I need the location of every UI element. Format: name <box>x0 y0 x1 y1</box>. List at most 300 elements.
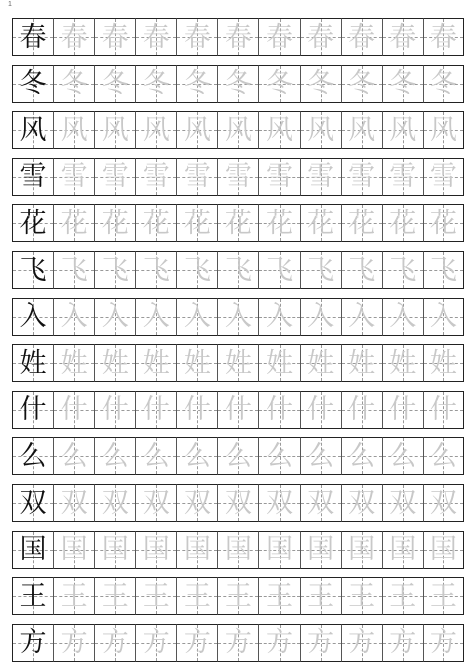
model-character: 入 <box>19 301 47 333</box>
trace-cell <box>300 531 341 569</box>
trace-character: 国 <box>307 534 335 566</box>
trace-cell <box>53 344 94 382</box>
trace-character: 姓 <box>60 347 88 379</box>
trace-cell <box>382 484 423 522</box>
trace-cell <box>423 437 464 475</box>
trace-character: 春 <box>142 21 170 53</box>
trace-character: 风 <box>389 114 417 146</box>
trace-cell <box>300 437 341 475</box>
trace-cell <box>94 18 135 56</box>
trace-cell <box>176 298 217 336</box>
trace-cell <box>176 204 217 242</box>
trace-character: 国 <box>101 534 129 566</box>
trace-cell <box>94 111 135 149</box>
trace-character: 冬 <box>266 68 293 100</box>
trace-cell <box>176 18 217 56</box>
practice-row <box>12 391 464 429</box>
trace-cell <box>217 391 258 429</box>
trace-cell <box>176 624 217 662</box>
trace-cell <box>382 344 423 382</box>
trace-character: 什 <box>429 394 457 426</box>
trace-character: 飞 <box>348 254 376 286</box>
trace-cell <box>217 484 258 522</box>
trace-character: 双 <box>60 487 88 519</box>
trace-cell <box>135 437 176 475</box>
trace-character: 冬 <box>142 68 170 100</box>
trace-character: 双 <box>307 487 335 519</box>
trace-character: 方 <box>266 627 293 659</box>
trace-character: 姓 <box>389 347 417 379</box>
model-cell <box>12 204 53 242</box>
trace-cell <box>300 65 341 103</box>
trace-cell <box>53 251 94 289</box>
trace-character: 雪 <box>224 161 252 193</box>
trace-character: 双 <box>183 487 211 519</box>
trace-cell <box>53 624 94 662</box>
model-character: 么 <box>19 440 47 472</box>
trace-character: 风 <box>429 114 457 146</box>
practice-row <box>12 484 464 522</box>
trace-character: 么 <box>60 440 88 472</box>
trace-cell <box>341 437 382 475</box>
trace-character: 风 <box>307 114 335 146</box>
trace-character: 入 <box>60 301 88 333</box>
trace-cell <box>217 251 258 289</box>
model-cell <box>12 18 53 56</box>
page-number: 1 <box>8 1 12 8</box>
trace-cell <box>300 158 341 196</box>
trace-cell <box>176 344 217 382</box>
trace-cell <box>135 624 176 662</box>
model-character: 冬 <box>19 68 47 100</box>
trace-cell <box>382 204 423 242</box>
model-cell <box>12 391 53 429</box>
trace-character: 国 <box>60 534 88 566</box>
trace-character: 方 <box>142 627 170 659</box>
trace-cell <box>135 344 176 382</box>
trace-character: 王 <box>224 580 252 612</box>
practice-row <box>12 65 464 103</box>
trace-character: 什 <box>183 394 211 426</box>
trace-character: 王 <box>142 580 170 612</box>
trace-cell <box>176 484 217 522</box>
trace-character: 花 <box>224 207 252 239</box>
trace-cell <box>176 391 217 429</box>
trace-cell <box>341 624 382 662</box>
model-cell <box>12 624 53 662</box>
trace-cell <box>94 484 135 522</box>
trace-character: 入 <box>183 301 211 333</box>
trace-cell <box>341 158 382 196</box>
trace-character: 春 <box>266 21 293 53</box>
model-character: 姓 <box>19 347 47 379</box>
trace-character: 双 <box>389 487 417 519</box>
model-character: 飞 <box>19 254 47 286</box>
trace-character: 么 <box>266 440 293 472</box>
trace-character: 入 <box>307 301 335 333</box>
trace-character: 方 <box>429 627 457 659</box>
trace-cell <box>423 18 464 56</box>
trace-character: 什 <box>224 394 252 426</box>
trace-character: 国 <box>224 534 252 566</box>
trace-cell <box>300 298 341 336</box>
model-character: 春 <box>19 21 47 53</box>
trace-character: 双 <box>142 487 170 519</box>
model-character: 双 <box>19 487 47 519</box>
model-character: 方 <box>19 627 47 659</box>
trace-character: 双 <box>224 487 252 519</box>
trace-cell <box>94 391 135 429</box>
trace-cell <box>423 484 464 522</box>
trace-cell <box>94 624 135 662</box>
trace-character: 飞 <box>142 254 170 286</box>
trace-cell <box>341 111 382 149</box>
trace-character: 王 <box>429 580 457 612</box>
trace-character: 冬 <box>183 68 211 100</box>
trace-cell <box>341 391 382 429</box>
trace-character: 王 <box>389 580 417 612</box>
trace-cell <box>258 18 299 56</box>
trace-character: 么 <box>142 440 170 472</box>
trace-character: 姓 <box>183 347 211 379</box>
trace-cell <box>217 204 258 242</box>
trace-character: 飞 <box>389 254 417 286</box>
trace-character: 风 <box>101 114 129 146</box>
trace-cell <box>258 111 299 149</box>
trace-cell <box>382 391 423 429</box>
trace-character: 国 <box>348 534 376 566</box>
trace-cell <box>217 577 258 615</box>
trace-cell <box>258 344 299 382</box>
trace-character: 飞 <box>224 254 252 286</box>
trace-cell <box>423 251 464 289</box>
trace-character: 雪 <box>266 161 293 193</box>
trace-character: 方 <box>101 627 129 659</box>
trace-character: 国 <box>429 534 457 566</box>
trace-character: 什 <box>101 394 129 426</box>
trace-cell <box>382 65 423 103</box>
trace-cell <box>217 437 258 475</box>
trace-cell <box>382 111 423 149</box>
trace-cell <box>53 298 94 336</box>
trace-character: 飞 <box>266 254 293 286</box>
trace-character: 么 <box>224 440 252 472</box>
model-cell <box>12 158 53 196</box>
trace-cell <box>300 111 341 149</box>
trace-character: 么 <box>101 440 129 472</box>
trace-cell <box>423 204 464 242</box>
model-cell <box>12 344 53 382</box>
trace-character: 雪 <box>429 161 457 193</box>
trace-character: 双 <box>266 487 293 519</box>
trace-character: 花 <box>266 207 293 239</box>
trace-cell <box>258 577 299 615</box>
trace-cell <box>423 111 464 149</box>
model-character: 风 <box>19 114 47 146</box>
trace-character: 入 <box>224 301 252 333</box>
trace-cell <box>300 251 341 289</box>
trace-character: 雪 <box>142 161 170 193</box>
trace-cell <box>176 158 217 196</box>
model-cell <box>12 531 53 569</box>
trace-cell <box>94 158 135 196</box>
trace-character: 什 <box>60 394 88 426</box>
trace-character: 国 <box>389 534 417 566</box>
trace-character: 么 <box>348 440 376 472</box>
trace-cell <box>423 158 464 196</box>
trace-character: 飞 <box>429 254 457 286</box>
trace-character: 飞 <box>101 254 129 286</box>
trace-character: 冬 <box>348 68 376 100</box>
practice-row <box>12 158 464 196</box>
trace-character: 双 <box>348 487 376 519</box>
trace-character: 国 <box>183 534 211 566</box>
trace-cell <box>94 577 135 615</box>
trace-character: 风 <box>60 114 88 146</box>
trace-character: 花 <box>142 207 170 239</box>
trace-cell <box>382 437 423 475</box>
practice-row <box>12 251 464 289</box>
trace-character: 王 <box>348 580 376 612</box>
trace-character: 春 <box>348 21 376 53</box>
trace-character: 春 <box>429 21 457 53</box>
model-cell <box>12 298 53 336</box>
trace-character: 雪 <box>307 161 335 193</box>
trace-cell <box>176 577 217 615</box>
trace-character: 姓 <box>142 347 170 379</box>
trace-character: 方 <box>183 627 211 659</box>
trace-character: 姓 <box>101 347 129 379</box>
trace-cell <box>300 391 341 429</box>
trace-cell <box>135 204 176 242</box>
trace-cell <box>217 298 258 336</box>
trace-cell <box>135 111 176 149</box>
trace-character: 入 <box>348 301 376 333</box>
trace-cell <box>94 437 135 475</box>
model-cell <box>12 577 53 615</box>
trace-cell <box>217 531 258 569</box>
trace-cell <box>217 65 258 103</box>
trace-character: 花 <box>389 207 417 239</box>
trace-character: 冬 <box>307 68 335 100</box>
trace-cell <box>53 531 94 569</box>
trace-cell <box>258 298 299 336</box>
trace-character: 么 <box>429 440 457 472</box>
trace-character: 入 <box>142 301 170 333</box>
model-character: 王 <box>19 580 47 612</box>
trace-cell <box>300 624 341 662</box>
trace-character: 雪 <box>101 161 129 193</box>
trace-cell <box>53 484 94 522</box>
model-cell <box>12 484 53 522</box>
trace-cell <box>258 531 299 569</box>
trace-cell <box>258 65 299 103</box>
trace-character: 花 <box>101 207 129 239</box>
trace-cell <box>341 531 382 569</box>
trace-character: 风 <box>266 114 293 146</box>
trace-cell <box>135 298 176 336</box>
trace-character: 飞 <box>307 254 335 286</box>
trace-character: 春 <box>389 21 417 53</box>
trace-cell <box>382 251 423 289</box>
trace-cell <box>135 18 176 56</box>
trace-character: 冬 <box>429 68 457 100</box>
trace-character: 入 <box>101 301 129 333</box>
trace-cell <box>382 624 423 662</box>
practice-row <box>12 624 464 662</box>
trace-cell <box>423 624 464 662</box>
trace-cell <box>53 158 94 196</box>
trace-character: 春 <box>183 21 211 53</box>
model-character: 雪 <box>19 161 47 193</box>
trace-cell <box>341 251 382 289</box>
trace-cell <box>423 391 464 429</box>
model-cell <box>12 437 53 475</box>
trace-cell <box>341 344 382 382</box>
model-cell <box>12 65 53 103</box>
trace-character: 王 <box>307 580 335 612</box>
trace-cell <box>258 251 299 289</box>
trace-cell <box>382 18 423 56</box>
trace-character: 方 <box>307 627 335 659</box>
trace-cell <box>423 298 464 336</box>
trace-character: 姓 <box>266 347 293 379</box>
trace-character: 飞 <box>60 254 88 286</box>
trace-cell <box>135 65 176 103</box>
practice-row <box>12 204 464 242</box>
model-character: 国 <box>19 534 47 566</box>
trace-character: 姓 <box>224 347 252 379</box>
trace-character: 飞 <box>183 254 211 286</box>
model-cell <box>12 251 53 289</box>
trace-cell <box>341 298 382 336</box>
practice-row <box>12 18 464 56</box>
trace-cell <box>341 65 382 103</box>
trace-cell <box>217 344 258 382</box>
trace-character: 王 <box>60 580 88 612</box>
trace-character: 方 <box>389 627 417 659</box>
trace-character: 风 <box>183 114 211 146</box>
trace-cell <box>382 158 423 196</box>
trace-character: 双 <box>429 487 457 519</box>
trace-cell <box>382 298 423 336</box>
trace-cell <box>300 484 341 522</box>
trace-cell <box>53 111 94 149</box>
practice-row <box>12 437 464 475</box>
trace-character: 什 <box>348 394 376 426</box>
trace-character: 姓 <box>348 347 376 379</box>
trace-character: 冬 <box>101 68 129 100</box>
practice-row <box>12 577 464 615</box>
trace-cell <box>53 577 94 615</box>
model-character: 花 <box>19 207 47 239</box>
trace-character: 冬 <box>224 68 252 100</box>
trace-character: 什 <box>266 394 293 426</box>
trace-character: 方 <box>348 627 376 659</box>
trace-character: 雪 <box>389 161 417 193</box>
practice-row <box>12 111 464 149</box>
trace-cell <box>300 344 341 382</box>
trace-character: 冬 <box>60 68 88 100</box>
trace-cell <box>176 65 217 103</box>
trace-cell <box>258 204 299 242</box>
trace-character: 雪 <box>60 161 88 193</box>
trace-cell <box>341 204 382 242</box>
trace-character: 花 <box>307 207 335 239</box>
trace-cell <box>258 391 299 429</box>
trace-cell <box>300 18 341 56</box>
trace-cell <box>176 531 217 569</box>
trace-cell <box>341 18 382 56</box>
trace-character: 方 <box>224 627 252 659</box>
trace-cell <box>53 391 94 429</box>
trace-character: 入 <box>429 301 457 333</box>
trace-character: 王 <box>183 580 211 612</box>
trace-character: 春 <box>60 21 88 53</box>
trace-character: 雪 <box>348 161 376 193</box>
trace-cell <box>258 437 299 475</box>
trace-character: 春 <box>224 21 252 53</box>
trace-character: 什 <box>389 394 417 426</box>
trace-character: 春 <box>307 21 335 53</box>
trace-cell <box>94 344 135 382</box>
trace-cell <box>258 624 299 662</box>
trace-cell <box>135 251 176 289</box>
model-character: 什 <box>19 394 47 426</box>
trace-cell <box>94 65 135 103</box>
trace-character: 么 <box>307 440 335 472</box>
trace-cell <box>94 204 135 242</box>
trace-character: 什 <box>307 394 335 426</box>
trace-character: 风 <box>348 114 376 146</box>
trace-cell <box>258 484 299 522</box>
practice-row <box>12 531 464 569</box>
trace-character: 双 <box>101 487 129 519</box>
trace-cell <box>217 18 258 56</box>
trace-cell <box>300 577 341 615</box>
trace-character: 姓 <box>429 347 457 379</box>
trace-character: 雪 <box>183 161 211 193</box>
trace-character: 什 <box>142 394 170 426</box>
trace-character: 入 <box>389 301 417 333</box>
trace-character: 冬 <box>389 68 417 100</box>
trace-cell <box>53 65 94 103</box>
trace-cell <box>217 158 258 196</box>
trace-cell <box>135 391 176 429</box>
trace-cell <box>423 344 464 382</box>
trace-cell <box>176 111 217 149</box>
trace-cell <box>176 251 217 289</box>
trace-cell <box>135 577 176 615</box>
trace-cell <box>94 298 135 336</box>
trace-character: 风 <box>224 114 252 146</box>
trace-character: 姓 <box>307 347 335 379</box>
trace-cell <box>135 531 176 569</box>
trace-character: 花 <box>60 207 88 239</box>
trace-cell <box>135 484 176 522</box>
trace-character: 花 <box>429 207 457 239</box>
trace-cell <box>300 204 341 242</box>
trace-cell <box>217 111 258 149</box>
trace-cell <box>341 577 382 615</box>
practice-row <box>12 298 464 336</box>
trace-cell <box>423 65 464 103</box>
trace-cell <box>382 531 423 569</box>
trace-character: 国 <box>266 534 293 566</box>
trace-cell <box>423 531 464 569</box>
trace-cell <box>94 251 135 289</box>
trace-character: 春 <box>101 21 129 53</box>
